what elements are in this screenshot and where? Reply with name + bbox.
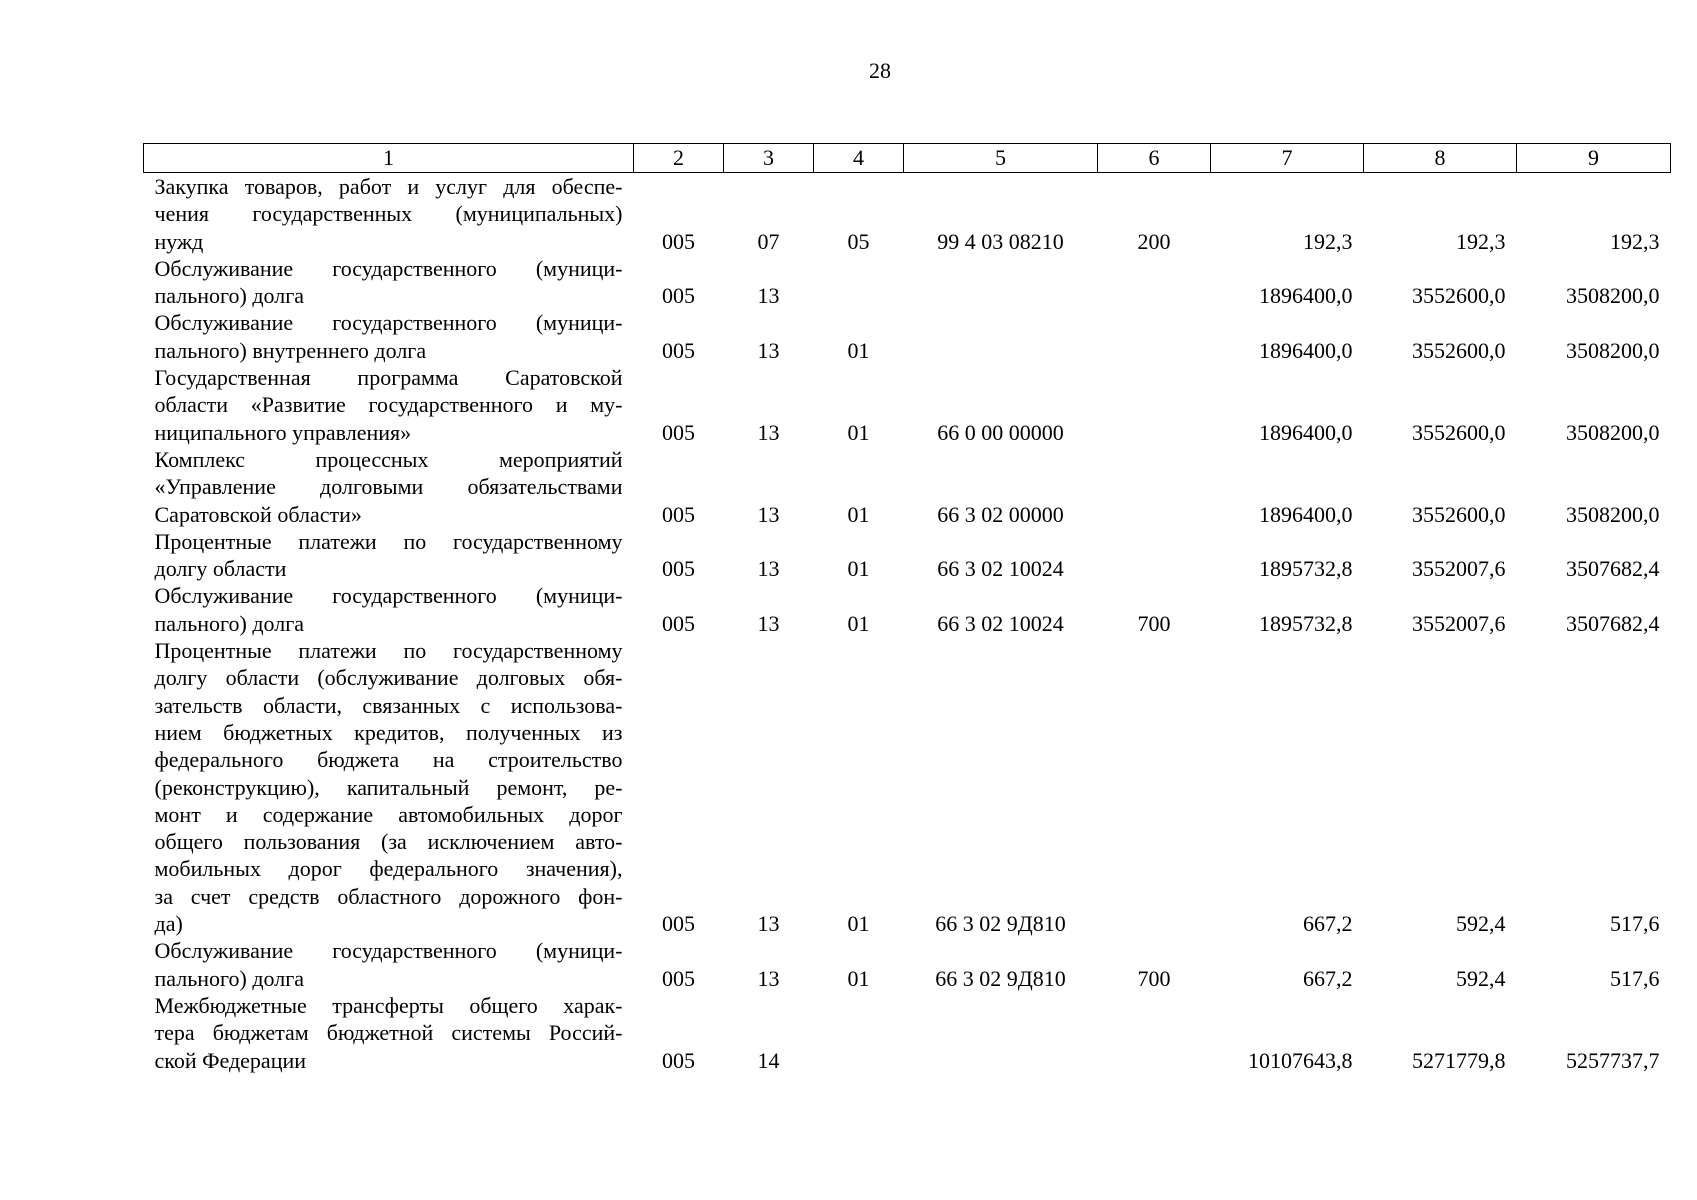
cell-amount-3: 192,3 <box>1610 228 1660 254</box>
cell-section: 13 <box>757 501 780 527</box>
cell-expense-type <box>1098 255 1211 310</box>
cell-amount-3: 3508200,0 <box>1566 419 1660 445</box>
name-line: зательств области, связанных с использова- <box>154 692 623 718</box>
cell-name <box>144 937 634 992</box>
name-line: монт и содержание автомобильных дорог <box>154 801 623 827</box>
table-row <box>144 364 1671 446</box>
header-col-8: 8 <box>1364 144 1517 173</box>
name-line: нужд <box>154 228 204 254</box>
cell-amount-1: 1896400,0 <box>1259 283 1353 309</box>
cell-target-article: 66 0 00 00000 <box>937 419 1064 445</box>
table-row <box>144 992 1671 1074</box>
cell-amount-1: 667,2 <box>1303 965 1353 991</box>
cell-amount-1: 667,2 <box>1303 911 1353 937</box>
name-line: чения государственных (муниципальных) <box>154 201 623 227</box>
cell-subsection <box>814 255 904 310</box>
cell-section: 13 <box>757 965 780 991</box>
budget-table <box>143 143 1671 1074</box>
cell-grbs: 005 <box>662 965 695 991</box>
cell-amount-2: 3552600,0 <box>1412 337 1506 363</box>
cell-amount-2: 3552007,6 <box>1412 610 1506 636</box>
cell-grbs: 005 <box>662 283 695 309</box>
cell-amount-3: 3508200,0 <box>1566 501 1660 527</box>
cell-subsection: 01 <box>847 556 870 582</box>
header-col-7: 7 <box>1211 144 1364 173</box>
table-header <box>144 144 1671 173</box>
name-line: Государственная программа Саратовской <box>154 365 623 391</box>
name-line: тера бюджетам бюджетной системы Россий- <box>154 1020 623 1046</box>
cell-grbs: 005 <box>662 911 695 937</box>
cell-amount-2: 3552600,0 <box>1412 419 1506 445</box>
name-line: Обслуживание государственного (муници- <box>154 583 623 609</box>
header-col-5: 5 <box>904 144 1098 173</box>
name-line: Межбюджетные трансферты общего харак- <box>154 992 623 1018</box>
name-line: Процентные платежи по государственному <box>154 638 623 664</box>
header-col-3: 3 <box>724 144 814 173</box>
cell-subsection: 01 <box>847 610 870 636</box>
name-line: ской Федерации <box>154 1047 307 1073</box>
cell-amount-1: 1896400,0 <box>1259 501 1353 527</box>
cell-amount-3: 3507682,4 <box>1566 610 1660 636</box>
cell-amount-2: 5271779,8 <box>1412 1047 1506 1073</box>
name-line: долгу области (обслуживание долговых обя- <box>154 665 623 691</box>
cell-amount-1: 1895732,8 <box>1259 556 1353 582</box>
cell-name <box>144 173 634 255</box>
cell-grbs: 005 <box>662 337 695 363</box>
cell-grbs: 005 <box>662 556 695 582</box>
cell-grbs: 005 <box>662 610 695 636</box>
cell-amount-2: 3552007,6 <box>1412 556 1506 582</box>
cell-name <box>144 992 634 1074</box>
name-line: Процентные платежи по государственному <box>154 528 623 554</box>
cell-amount-2: 592,4 <box>1456 911 1506 937</box>
name-line: Саратовской области» <box>154 501 362 527</box>
cell-subsection: 05 <box>847 228 870 254</box>
cell-section: 13 <box>757 911 780 937</box>
cell-target-article: 66 3 02 00000 <box>937 501 1064 527</box>
cell-amount-1: 1896400,0 <box>1259 419 1353 445</box>
cell-expense-type: 700 <box>1137 610 1171 636</box>
cell-amount-3: 3508200,0 <box>1566 337 1660 363</box>
name-line: долгу области <box>154 556 287 582</box>
name-line: пального) внутреннего долга <box>154 337 427 363</box>
cell-amount-3: 3507682,4 <box>1566 556 1660 582</box>
cell-section: 14 <box>757 1047 780 1073</box>
table-row <box>144 173 1671 255</box>
cell-section: 13 <box>757 610 780 636</box>
cell-amount-2: 192,3 <box>1456 228 1506 254</box>
cell-section: 13 <box>757 556 780 582</box>
name-line: области «Развитие государственного и му- <box>154 392 623 418</box>
cell-grbs: 005 <box>662 1047 695 1073</box>
cell-amount-2: 3552600,0 <box>1412 283 1506 309</box>
cell-subsection: 01 <box>847 337 870 363</box>
table-row <box>144 582 1671 637</box>
cell-amount-2: 592,4 <box>1456 965 1506 991</box>
name-line: пального) долга <box>154 283 304 309</box>
table-row <box>144 937 1671 992</box>
name-line: общего пользования (за исключением авто- <box>154 829 623 855</box>
header-col-4: 4 <box>814 144 904 173</box>
cell-name <box>144 364 634 446</box>
cell-amount-3: 517,6 <box>1610 965 1660 991</box>
cell-subsection <box>814 992 904 1074</box>
cell-section: 13 <box>757 283 780 309</box>
cell-target-article: 66 3 02 10024 <box>937 556 1064 582</box>
name-line: Обслуживание государственного (муници- <box>154 938 623 964</box>
name-line: пального) долга <box>154 965 304 991</box>
cell-grbs: 005 <box>662 419 695 445</box>
cell-name <box>144 582 634 637</box>
cell-name <box>144 637 634 937</box>
name-line: (реконструкцию), капитальный ремонт, ре- <box>154 774 623 800</box>
cell-amount-3: 517,6 <box>1610 911 1660 937</box>
cell-target-article: 66 3 02 9Д810 <box>935 911 1066 937</box>
cell-subsection: 01 <box>847 911 870 937</box>
cell-grbs: 005 <box>662 228 695 254</box>
name-line: Обслуживание государственного (муници- <box>154 255 623 281</box>
cell-expense-type: 700 <box>1137 965 1171 991</box>
cell-name <box>144 528 634 583</box>
cell-amount-3: 5257737,7 <box>1566 1047 1660 1073</box>
cell-name <box>144 309 634 364</box>
table-row <box>144 528 1671 583</box>
name-line: федерального бюджета на строительство <box>154 747 623 773</box>
page-number: 28 <box>869 58 891 83</box>
cell-amount-1: 1895732,8 <box>1259 610 1353 636</box>
cell-name <box>144 255 634 310</box>
name-line: ниципального управления» <box>154 419 412 445</box>
header-row <box>144 144 1671 173</box>
cell-subsection: 01 <box>847 965 870 991</box>
cell-grbs: 005 <box>662 501 695 527</box>
cell-amount-1: 1896400,0 <box>1259 337 1353 363</box>
header-col-6: 6 <box>1098 144 1211 173</box>
table-row <box>144 309 1671 364</box>
cell-amount-1: 192,3 <box>1303 228 1353 254</box>
cell-expense-type <box>1098 309 1211 364</box>
cell-expense-type: 200 <box>1137 228 1171 254</box>
cell-target-article <box>904 255 1098 310</box>
cell-expense-type <box>1098 364 1211 446</box>
name-line: пального) долга <box>154 610 304 636</box>
cell-target-article: 99 4 03 08210 <box>937 228 1064 254</box>
cell-expense-type <box>1098 992 1211 1074</box>
header-col-2: 2 <box>634 144 724 173</box>
table-row <box>144 637 1671 937</box>
cell-section: 13 <box>757 419 780 445</box>
cell-expense-type <box>1098 637 1211 937</box>
header-col-9: 9 <box>1517 144 1671 173</box>
cell-name <box>144 446 634 528</box>
cell-amount-1: 10107643,8 <box>1248 1047 1353 1073</box>
cell-section: 07 <box>757 228 780 254</box>
name-line: мобильных дорог федерального значения), <box>154 856 623 882</box>
cell-subsection: 01 <box>847 501 870 527</box>
header-col-1: 1 <box>144 144 634 173</box>
cell-target-article <box>904 992 1098 1074</box>
cell-subsection: 01 <box>847 419 870 445</box>
cell-target-article: 66 3 02 9Д810 <box>935 965 1066 991</box>
table-row <box>144 446 1671 528</box>
name-line: да) <box>154 911 183 937</box>
name-line: Комплекс процессных мероприятий <box>154 446 623 472</box>
name-line: за счет средств областного дорожного фон- <box>154 883 623 909</box>
cell-target-article <box>904 309 1098 364</box>
name-line: нием бюджетных кредитов, полученных из <box>154 719 623 745</box>
cell-amount-2: 3552600,0 <box>1412 501 1506 527</box>
cell-target-article: 66 3 02 10024 <box>937 610 1064 636</box>
cell-section: 13 <box>757 337 780 363</box>
name-line: Закупка товаров, работ и услуг для обеспе- <box>154 174 623 199</box>
cell-expense-type <box>1098 446 1211 528</box>
table-row <box>144 255 1671 310</box>
name-line: «Управление долговыми обязательствами <box>154 474 623 500</box>
cell-expense-type <box>1098 528 1211 583</box>
table-body <box>144 173 1671 1074</box>
cell-amount-3: 3508200,0 <box>1566 283 1660 309</box>
name-line: Обслуживание государственного (муници- <box>154 310 623 336</box>
